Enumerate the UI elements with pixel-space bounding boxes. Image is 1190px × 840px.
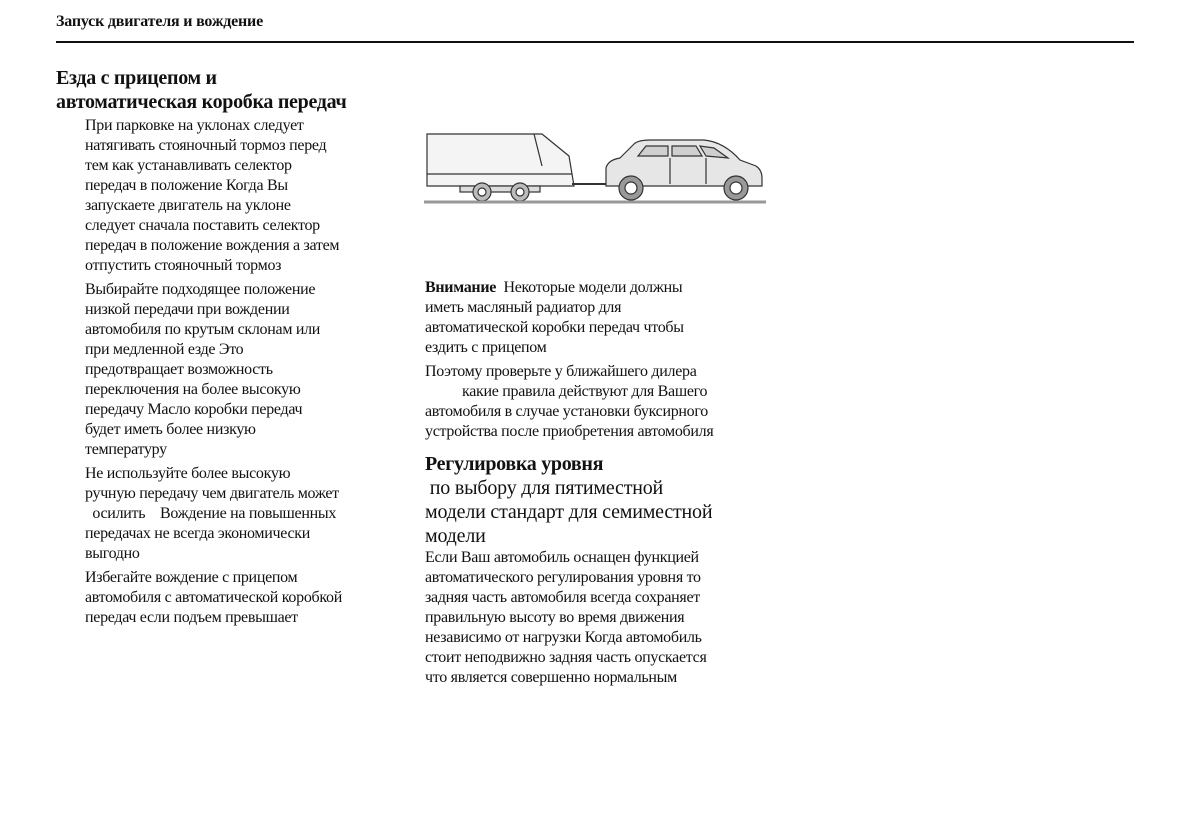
car-with-trailer-illustration xyxy=(424,126,766,210)
level-control-title: Регулировка уровня xyxy=(425,453,604,475)
paragraph-low-gear: Выбирайте подходящее положение низкой передачи при вождении автомобиля по крутым склонам или при медленной езде Это предотвращает возможность переключения на более высокую передачу Масло коробки передач будет иметь более низкую температуру xyxy=(85,281,321,458)
level-control-subtitle: по выбору для пятиместной модели стандарт для семиместной модели xyxy=(425,477,713,547)
paragraph-avoid-slope: Избегайте вождение с прицепом автомобиля с автоматической коробкой передач если подъем превышает xyxy=(85,569,342,626)
section-title-line-1: Езда с прицепом и xyxy=(56,67,217,89)
warning-paragraph: Внимание Некоторые модели должны иметь масляный радиатор для автоматической коробки передач чтобы ездить с прицепом xyxy=(425,279,684,356)
dealer-paragraph: Поэтому проверьте у ближайшего дилера какие правила действуют для Вашего автомобиля в случае установки буксирного устройства после приобретения автомобиля xyxy=(425,363,714,440)
paragraph-parking: При парковке на уклонах следует натягивать стояночный тормоз перед тем как устанавливать селектор передач в положение Когда Вы запускаете двигатель на уклоне следует сначала поставить селектор передач в положение вождения а затем отпустить стояночный тормоз xyxy=(85,117,340,274)
left-column xyxy=(85,116,390,632)
warning-label: Внимание xyxy=(425,279,497,296)
header-divider xyxy=(56,41,1134,43)
right-column xyxy=(425,278,770,692)
section-title-line-2: автоматическая коробка передач xyxy=(56,91,347,113)
paragraph-high-gear: Не используйте более высокую ручную передачу чем двигатель может осилить Вождение на повышенных передачах не всегда экономически выгодно xyxy=(85,465,339,562)
level-control-section xyxy=(425,452,770,688)
section-title xyxy=(56,66,346,114)
page-header-title: Запуск двигателя и вождение xyxy=(56,13,263,30)
level-control-body: Если Ваш автомобиль оснащен функцией автоматического регулирования уровня то задняя часть автомобиля всегда сохраняет правильную высоту во время движения независимо от нагрузки Когда автомобиль стоит неподвижно задняя часть опускается что является совершенно нормальным xyxy=(425,549,707,686)
